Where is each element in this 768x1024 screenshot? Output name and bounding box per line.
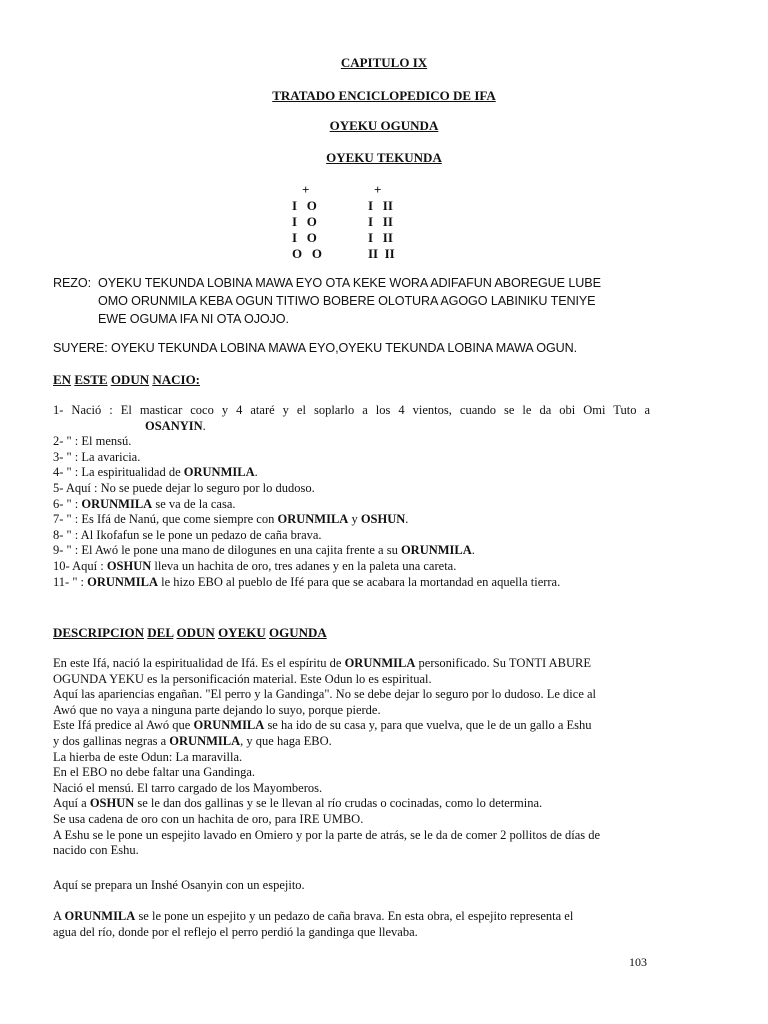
list-item: 8- " : Al Ikofafun se le pone un pedazo de caña brava. bbox=[53, 527, 322, 542]
descripcion-body bbox=[53, 656, 650, 859]
heading-word: EN bbox=[53, 372, 72, 387]
suyere-text: OYEKU TEKUNDA LOBINA MAWA EYO,OYEKU TEKUNDA LOBINA MAWA OGUN. bbox=[111, 341, 578, 355]
heading-word: OGUNDA bbox=[268, 625, 327, 640]
odun-alias: OYEKU TEKUNDA bbox=[326, 150, 442, 165]
sign-right-row: I II bbox=[368, 230, 393, 245]
descripcion-heading bbox=[53, 625, 327, 641]
sign-left-row: O O bbox=[292, 246, 322, 261]
rezo-line: OYEKU TEKUNDA LOBINA MAWA EYO OTA KEKE WORA ADIFAFUN ABOREGUE LUBE bbox=[98, 276, 601, 290]
list-item: 9- " : El Awó le pone una mano de dilogunes en una cajita frente a su ORUNMILA. bbox=[53, 543, 475, 558]
body-line: La hierba de este Odun: La maravilla. bbox=[53, 749, 243, 764]
sign-left-row: I O bbox=[292, 198, 317, 213]
body-line: En el EBO no debe faltar una Gandinga. bbox=[53, 765, 256, 780]
list-item: 2- " : El mensú. bbox=[53, 434, 132, 449]
suyere bbox=[53, 339, 577, 357]
sign-left-row: I O bbox=[292, 214, 317, 229]
rezo-label: REZO: bbox=[53, 276, 91, 290]
list-item: 5- Aquí : No se puede dejar lo seguro por lo dudoso. bbox=[53, 480, 315, 495]
list-item: 11- " : ORUNMILA le hizo EBO al pueblo de Ifé para que se acabara la mortandad en aquella tierra. bbox=[53, 574, 561, 589]
body-line: Nació el mensú. El tarro cargado de los Mayomberos. bbox=[53, 780, 323, 795]
list-item: 7- " : Es Ifá de Nanú, que come siempre con ORUNMILA y OSHUN. bbox=[53, 512, 409, 527]
treatise-title: TRATADO ENCICLOPEDICO DE IFA bbox=[272, 88, 496, 103]
heading-word: ESTE bbox=[74, 372, 108, 387]
body-line: Este Ifá predice al Awó que ORUNMILA se ha ido de su casa y, para que vuelva, que le de un gallo a Eshu bbox=[53, 718, 592, 733]
rezo-text bbox=[98, 274, 601, 328]
body-line: agua del río, donde por el reflejo el perro perdió la gandinga que llevaba. bbox=[53, 924, 418, 939]
sign-left-mark: + bbox=[302, 182, 310, 197]
body-line: Awó que no vaya a ninguna parte dejando lo suyo, porque pierde. bbox=[53, 702, 381, 717]
nacio-list bbox=[53, 403, 650, 590]
odun-sign-left bbox=[292, 182, 322, 262]
heading-word: DEL bbox=[147, 625, 174, 640]
heading-word: NACIO: bbox=[152, 372, 201, 387]
inshe-line: Aquí se prepara un Inshé Osanyin con un espejito. bbox=[53, 878, 305, 892]
list-item: 6- " : ORUNMILA se va de la casa. bbox=[53, 496, 236, 511]
rezo-line: OMO ORUNMILA KEBA OGUN TITIWO BOBERE OLOTURA AGOGO LABINIKU TENIYE bbox=[98, 294, 596, 308]
body-line: OGUNDA YEKU es la personificación material. Este Odun lo es espiritual. bbox=[53, 671, 432, 686]
sign-right-row: I II bbox=[368, 214, 393, 229]
body-line: y dos gallinas negras a ORUNMILA, y que haga EBO. bbox=[53, 733, 332, 748]
final-paragraph bbox=[53, 909, 650, 940]
heading-word: ODUN bbox=[110, 372, 150, 387]
body-line: Se usa cadena de oro con un hachita de oro, para IRE UMBO. bbox=[53, 811, 364, 826]
sign-right-row: II II bbox=[368, 246, 395, 261]
sign-left-row: I O bbox=[292, 230, 317, 245]
chapter-title: CAPITULO IX bbox=[340, 55, 428, 70]
body-line: En este Ifá, nació la espiritualidad de Ifá. Es el espíritu de ORUNMILA personificado. Su TONTI ABURE bbox=[53, 656, 591, 670]
page-number: 103 bbox=[629, 955, 647, 969]
odun-sign-right bbox=[368, 182, 395, 262]
list-item: OSANYIN. bbox=[145, 418, 206, 433]
heading-word: ODUN bbox=[176, 625, 215, 640]
body-line: nacido con Eshu. bbox=[53, 843, 139, 858]
list-item: 4- " : La espiritualidad de ORUNMILA. bbox=[53, 465, 258, 480]
body-line: A Eshu se le pone un espejito lavado en Omiero y por la parte de atrás, se le da de comer 2 pollitos de días de bbox=[53, 827, 601, 842]
heading-word: OYEKU bbox=[218, 625, 266, 640]
odun-name: OYEKU OGUNDA bbox=[329, 118, 439, 133]
body-line: A ORUNMILA se le pone un espejito y un pedazo de caña brava. En esta obra, el espejito representa el bbox=[53, 909, 574, 923]
suyere-label: SUYERE: bbox=[53, 341, 108, 355]
nacio-heading bbox=[53, 372, 200, 388]
body-line: Aquí las apariencias engañan. "El perro y la Gandinga". No se debe dejar lo seguro por lo dudoso. Le dice al bbox=[53, 687, 597, 702]
list-item: 10- Aquí : OSHUN lleva un hachita de oro, tres adanes y en la paleta una careta. bbox=[53, 558, 457, 573]
list-item: 1- Nació : El masticar coco y 4 ataré y el soplarlo a los 4 vientos, cuando se le da obi Omi Tuto a bbox=[53, 403, 650, 417]
list-item: 3- " : La avaricia. bbox=[53, 449, 141, 464]
sign-right-mark: + bbox=[374, 182, 382, 197]
body-line: Aquí a OSHUN se le dan dos gallinas y se le llevan al río crudas o cocinadas, como lo determina. bbox=[53, 796, 543, 811]
heading-word: DESCRIPCION bbox=[53, 625, 145, 640]
rezo-line: EWE OGUMA IFA NI OTA OJOJO. bbox=[98, 312, 289, 326]
sign-right-row: I II bbox=[368, 198, 393, 213]
